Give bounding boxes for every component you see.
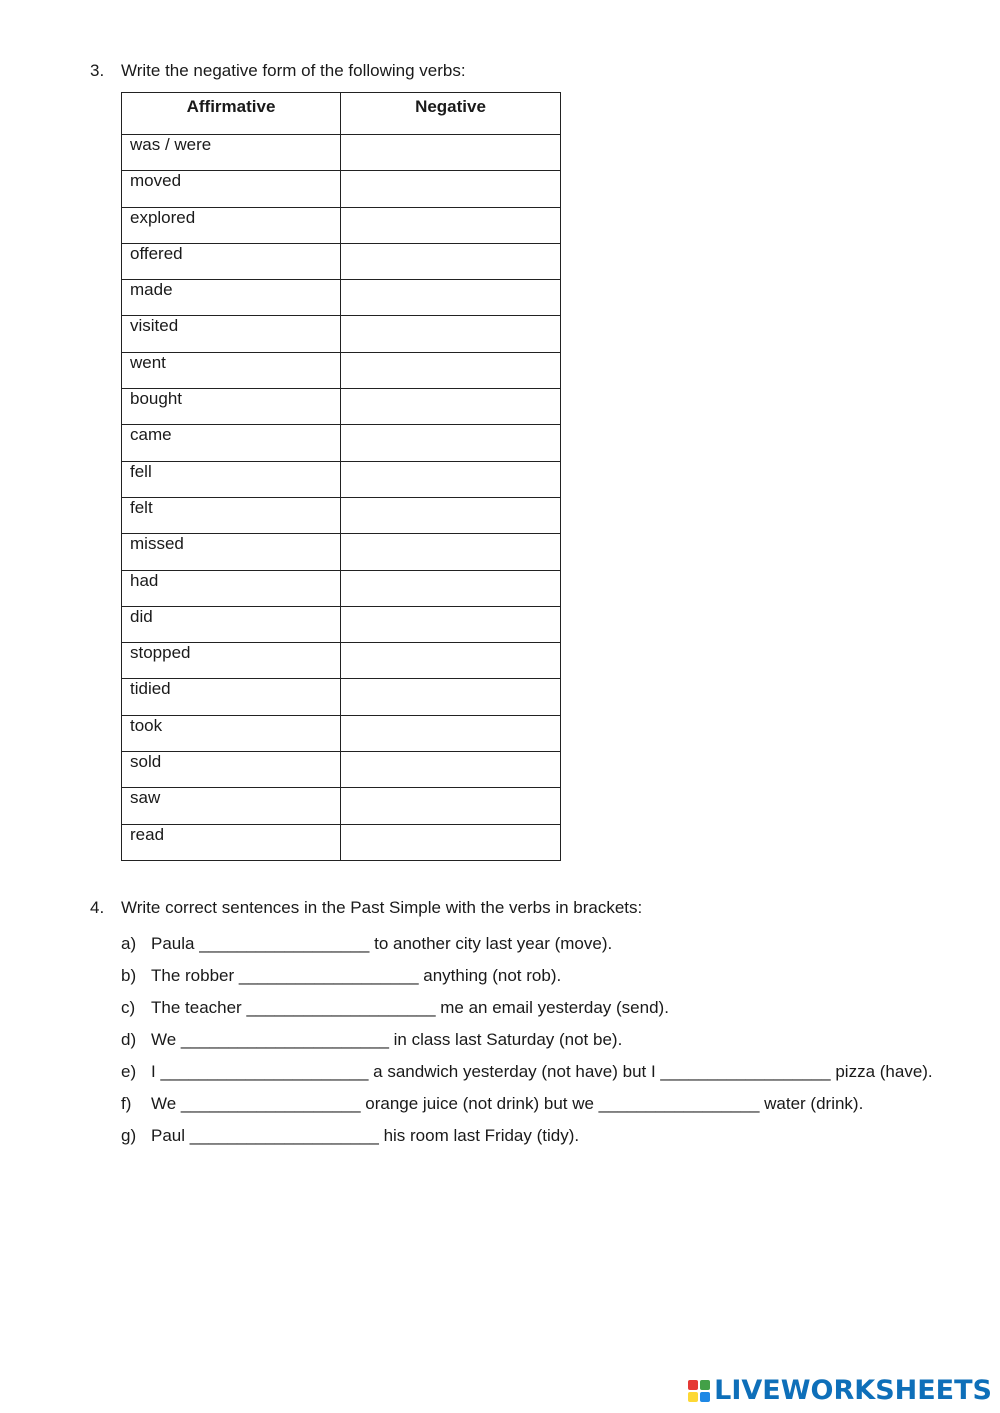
affirmative-cell: went <box>122 352 341 388</box>
logo-tile <box>700 1380 710 1390</box>
table-row <box>122 497 561 533</box>
logo-tile <box>688 1380 698 1390</box>
table-row <box>122 643 561 679</box>
table-row <box>122 824 561 860</box>
sentence-item <box>121 1088 941 1120</box>
affirmative-cell: was / were <box>122 135 341 171</box>
negative-answer-cell[interactable] <box>341 606 561 642</box>
affirmative-cell: missed <box>122 534 341 570</box>
sentence-letter: c) <box>121 998 136 1017</box>
sentence-letter: a) <box>121 934 137 953</box>
question-4-heading <box>90 898 642 918</box>
table-row <box>122 135 561 171</box>
affirmative-cell: did <box>122 606 341 642</box>
negative-answer-cell[interactable] <box>341 643 561 679</box>
affirmative-cell: visited <box>122 316 341 352</box>
logo-tile <box>688 1392 698 1402</box>
table-row <box>122 352 561 388</box>
negative-answer-cell[interactable] <box>341 425 561 461</box>
affirmative-cell: made <box>122 280 341 316</box>
negative-answer-cell[interactable] <box>341 497 561 533</box>
sentence-text: We ______________________ in class last Saturday (not be). <box>151 1030 623 1049</box>
liveworksheets-logo-icon <box>688 1380 710 1402</box>
negative-answer-cell[interactable] <box>341 461 561 497</box>
table-row <box>122 461 561 497</box>
table-header-row <box>122 93 561 135</box>
logo-tile <box>700 1392 710 1402</box>
negative-answer-cell[interactable] <box>341 788 561 824</box>
header-affirmative: Affirmative <box>122 93 341 135</box>
affirmative-cell: came <box>122 425 341 461</box>
table-row <box>122 389 561 425</box>
affirmative-cell: offered <box>122 243 341 279</box>
table-row <box>122 570 561 606</box>
question-3-number: 3. <box>90 61 105 80</box>
negative-answer-cell[interactable] <box>341 752 561 788</box>
table-row <box>122 606 561 642</box>
sentence-item <box>121 1056 941 1088</box>
table-row <box>122 752 561 788</box>
table-row <box>122 534 561 570</box>
sentence-text: Paul ____________________ his room last Friday (tidy). <box>151 1126 580 1145</box>
table-row <box>122 679 561 715</box>
negative-answer-cell[interactable] <box>341 679 561 715</box>
liveworksheets-logo <box>688 1375 992 1406</box>
sentence-text: I ______________________ a sandwich yesterday (not have) but I __________________ pizza (have). <box>151 1062 933 1081</box>
table-row <box>122 171 561 207</box>
sentence-text: Paula __________________ to another city last year (move). <box>151 934 613 953</box>
affirmative-cell: fell <box>122 461 341 497</box>
affirmative-cell: read <box>122 824 341 860</box>
sentence-item <box>121 992 941 1024</box>
negative-answer-cell[interactable] <box>341 316 561 352</box>
verb-table <box>121 92 561 861</box>
sentence-item <box>121 960 941 992</box>
sentence-list <box>121 928 941 1152</box>
sentence-text: The teacher ____________________ me an email yesterday (send). <box>151 998 669 1017</box>
question-4-number: 4. <box>90 898 105 917</box>
table-row <box>122 715 561 751</box>
sentence-text: We ___________________ orange juice (not drink) but we _________________ water (drink). <box>151 1094 864 1113</box>
sentence-item <box>121 1024 941 1056</box>
sentence-item <box>121 928 941 960</box>
negative-answer-cell[interactable] <box>341 824 561 860</box>
table-row <box>122 280 561 316</box>
question-3-heading <box>90 61 466 81</box>
affirmative-cell: stopped <box>122 643 341 679</box>
sentence-text: The robber ___________________ anything (not rob). <box>151 966 562 985</box>
sentence-letter: g) <box>121 1126 137 1145</box>
table-row <box>122 207 561 243</box>
question-4-instruction: Write correct sentences in the Past Simple with the verbs in brackets: <box>121 898 643 917</box>
affirmative-cell: sold <box>122 752 341 788</box>
table-row <box>122 425 561 461</box>
sentence-letter: f) <box>121 1094 132 1113</box>
affirmative-cell: tidied <box>122 679 341 715</box>
negative-answer-cell[interactable] <box>341 207 561 243</box>
sentence-letter: e) <box>121 1062 137 1081</box>
sentence-item <box>121 1120 941 1152</box>
negative-answer-cell[interactable] <box>341 534 561 570</box>
negative-answer-cell[interactable] <box>341 280 561 316</box>
table-row <box>122 243 561 279</box>
negative-answer-cell[interactable] <box>341 135 561 171</box>
affirmative-cell: saw <box>122 788 341 824</box>
negative-answer-cell[interactable] <box>341 389 561 425</box>
affirmative-cell: moved <box>122 171 341 207</box>
affirmative-cell: took <box>122 715 341 751</box>
logo-text: LIVEWORKSHEETS <box>714 1375 992 1406</box>
negative-answer-cell[interactable] <box>341 352 561 388</box>
sentence-letter: b) <box>121 966 137 985</box>
negative-answer-cell[interactable] <box>341 715 561 751</box>
negative-answer-cell[interactable] <box>341 570 561 606</box>
sentence-letter: d) <box>121 1030 137 1049</box>
header-negative: Negative <box>341 93 561 135</box>
affirmative-cell: had <box>122 570 341 606</box>
table-row <box>122 316 561 352</box>
affirmative-cell: bought <box>122 389 341 425</box>
affirmative-cell: felt <box>122 497 341 533</box>
affirmative-cell: explored <box>122 207 341 243</box>
table-row <box>122 788 561 824</box>
question-3-instruction: Write the negative form of the following verbs: <box>121 61 466 80</box>
negative-answer-cell[interactable] <box>341 171 561 207</box>
negative-answer-cell[interactable] <box>341 243 561 279</box>
